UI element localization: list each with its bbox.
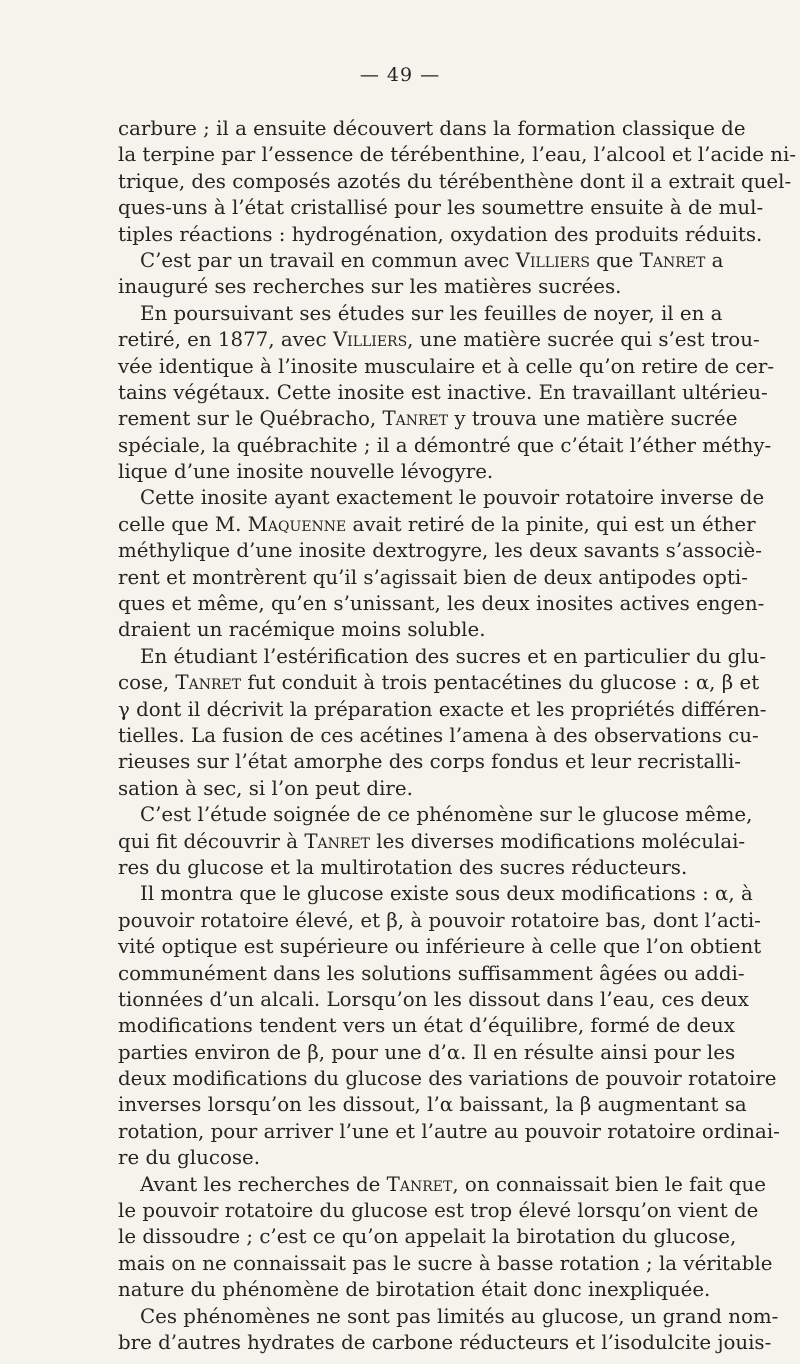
text-line: méthylique d’une inosite dextrogyre, les deux savants s’associè- bbox=[118, 539, 762, 563]
text-line: Ces phénomènes ne sont pas limités au glucose, un grand nom- bbox=[140, 1304, 779, 1328]
text-line: ques et même, qu’en s’unissant, les deux inosites actives engen- bbox=[118, 592, 765, 616]
text-line: vité optique est supérieure ou inférieure à celle que l’on obtient bbox=[118, 935, 762, 959]
text-line: trique, des composés azotés du térébenthène dont il a extrait quel- bbox=[118, 169, 792, 193]
text-line: tielles. La fusion de ces acétines l’amena à des observations cu- bbox=[118, 723, 759, 747]
text-line: le pouvoir rotatoire du glucose est trop élevé lorsqu’on vient de bbox=[118, 1199, 759, 1223]
text-line: En poursuivant ses études sur les feuilles de noyer, il en a bbox=[140, 301, 723, 325]
text-line: bre d’autres hydrates de carbone réducteurs et l’isodulcite jouis- bbox=[118, 1330, 772, 1354]
text-line: deux modifications du glucose des variations de pouvoir rotatoire bbox=[118, 1067, 777, 1091]
text-line: pouvoir rotatoire élevé, et β, à pouvoir rotatoire bas, dont l’acti- bbox=[118, 908, 761, 932]
text-line: Cette inosite ayant exactement le pouvoir rotatoire inverse de bbox=[140, 486, 765, 510]
text-line: rotation, pour arriver l’une et l’autre au pouvoir rotatoire ordinai- bbox=[118, 1119, 780, 1143]
text-line: res du glucose et la multirotation des sucres réducteurs. bbox=[118, 855, 688, 879]
text-line: cose, Tanret fut conduit à trois pentacétines du glucose : α, β et bbox=[118, 671, 760, 695]
body-text bbox=[118, 116, 797, 1356]
text-line: carbure ; il a ensuite découvert dans la formation classique de bbox=[118, 117, 746, 140]
text-line: rent et montrèrent qu’il s’agissait bien de deux antipodes opti- bbox=[118, 565, 748, 589]
text-line: inauguré ses recherches sur les matières sucrées. bbox=[118, 275, 622, 299]
text-line: vée identique à l’inosite musculaire et à celle qu’on retire de cer- bbox=[118, 354, 774, 378]
text-line: la terpine par l’essence de térébenthine, l’eau, l’alcool et l’acide ni- bbox=[118, 143, 797, 167]
text-line: celle que M. Maquenne avait retiré de la pinite, qui est un éther bbox=[118, 512, 756, 536]
text-line: C’est par un travail en commun avec Villiers que Tanret a bbox=[140, 248, 724, 272]
text-line: Avant les recherches de Tanret, on connaissait bien le fait que bbox=[140, 1172, 766, 1196]
text-line: re du glucose. bbox=[118, 1146, 261, 1170]
text-line: inverses lorsqu’on les dissout, l’α baissant, la β augmentant sa bbox=[118, 1093, 747, 1117]
text-line: modifications tendent vers un état d’équilibre, formé de deux bbox=[118, 1014, 735, 1038]
text-line: tiples réactions : hydrogénation, oxydation des produits réduits. bbox=[118, 222, 763, 246]
text-line: tionnées d’un alcali. Lorsqu’on les dissout dans l’eau, ces deux bbox=[118, 987, 749, 1011]
text-line: draient un racémique moins soluble. bbox=[118, 618, 486, 642]
text-line: spéciale, la québrachite ; il a démontré que c’était l’éther méthy- bbox=[118, 433, 772, 457]
text-line: qui fit découvrir à Tanret les diverses modifications moléculai- bbox=[118, 829, 746, 853]
text-line: ques-uns à l’état cristallisé pour les soumettre ensuite à de mul- bbox=[118, 196, 764, 220]
text-line: γ dont il décrivit la préparation exacte et les propriétés différen- bbox=[118, 697, 767, 721]
text-line: En étudiant l’estérification des sucres et en particulier du glu- bbox=[140, 644, 767, 668]
text-line: mais on ne connaissait pas le sucre à basse rotation ; la véritable bbox=[118, 1251, 773, 1275]
text-line: communément dans les solutions suffisamment âgées ou addi- bbox=[118, 961, 745, 985]
text-line: parties environ de β, pour une d’α. Il en résulte ainsi pour les bbox=[118, 1040, 736, 1064]
text-line: rement sur le Québracho, Tanret y trouva une matière sucrée bbox=[118, 407, 738, 431]
text-line: retiré, en 1877, avec Villiers, une matière sucrée qui s’est trou- bbox=[118, 328, 760, 352]
text-line: C’est l’étude soignée de ce phénomène sur le glucose même, bbox=[140, 803, 753, 827]
text-line: le dissoudre ; c’est ce qu’on appelait la birotation du glucose, bbox=[118, 1225, 737, 1249]
text-line: rieuses sur l’état amorphe des corps fondus et leur recristalli- bbox=[118, 750, 741, 774]
text-line: nature du phénomène de birotation était donc inexpliquée. bbox=[118, 1278, 711, 1302]
text-line: lique d’une inosite nouvelle lévogyre. bbox=[118, 460, 494, 484]
text-line: Il montra que le glucose existe sous deux modifications : α, à bbox=[140, 882, 753, 906]
text-line: tains végétaux. Cette inosite est inactive. En travaillant ultérieu- bbox=[118, 380, 768, 404]
text-line: sation à sec, si l’on peut dire. bbox=[118, 776, 413, 800]
page-number: — 49 — bbox=[359, 64, 441, 86]
